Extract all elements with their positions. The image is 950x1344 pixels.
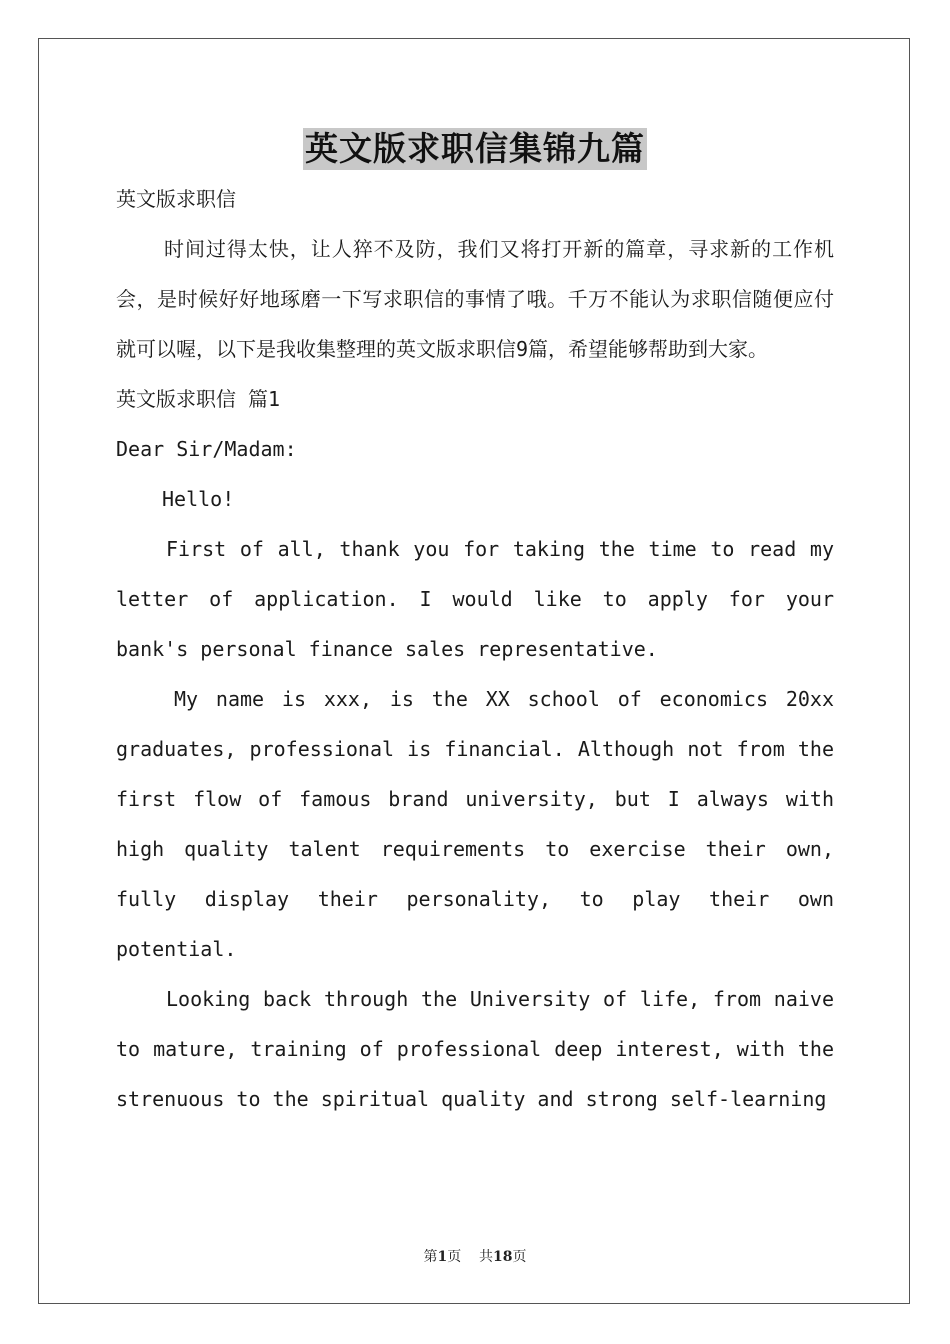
- page-footer: [0, 1246, 950, 1266]
- page-number: 1: [437, 1249, 448, 1265]
- letter-salutation: Dear Sir/Madam:: [116, 437, 297, 461]
- document-body: [116, 174, 834, 1124]
- intro-paragraph: 时间过得太快，让人猝不及防，我们又将打开新的篇章，寻求新的工作机会，是时候好好地琢磨一下写求职信的事情了哦。千万不能认为求职信随便应付就可以喔，以下是我收集整理的英文版求职信9篇，希望能够帮助到大家。: [116, 237, 834, 361]
- letter-paragraph: First of all, thank you for taking the time to read my letter of application. I would like to apply for your bank's personal finance sales representative.: [116, 537, 834, 661]
- letter-greeting: Hello!: [162, 487, 235, 511]
- page-label-suffix: 页: [447, 1249, 462, 1265]
- document-title: 英文版求职信集锦九篇: [305, 129, 645, 168]
- total-label-suffix: 页: [512, 1249, 527, 1265]
- total-label-prefix: 共: [479, 1249, 494, 1265]
- page-label-prefix: 第: [423, 1249, 438, 1265]
- letter-heading: 英文版求职信 篇1: [116, 387, 281, 411]
- letter-paragraph: My name is xxx, is the XX school of economics 20xx graduates, professional is financial. Although not from the first flow of famous brand university, but I always with high quality talent requirements to exercise their own, fully display their personality, to play their own potential.: [116, 687, 834, 961]
- section-heading: 英文版求职信: [116, 187, 236, 211]
- title-container: [0, 128, 950, 170]
- total-pages: 18: [493, 1249, 513, 1265]
- letter-paragraph: Looking back through the University of life, from naive to mature, training of professional deep interest, with the strenuous to the spiritual quality and strong self-learning: [116, 987, 834, 1111]
